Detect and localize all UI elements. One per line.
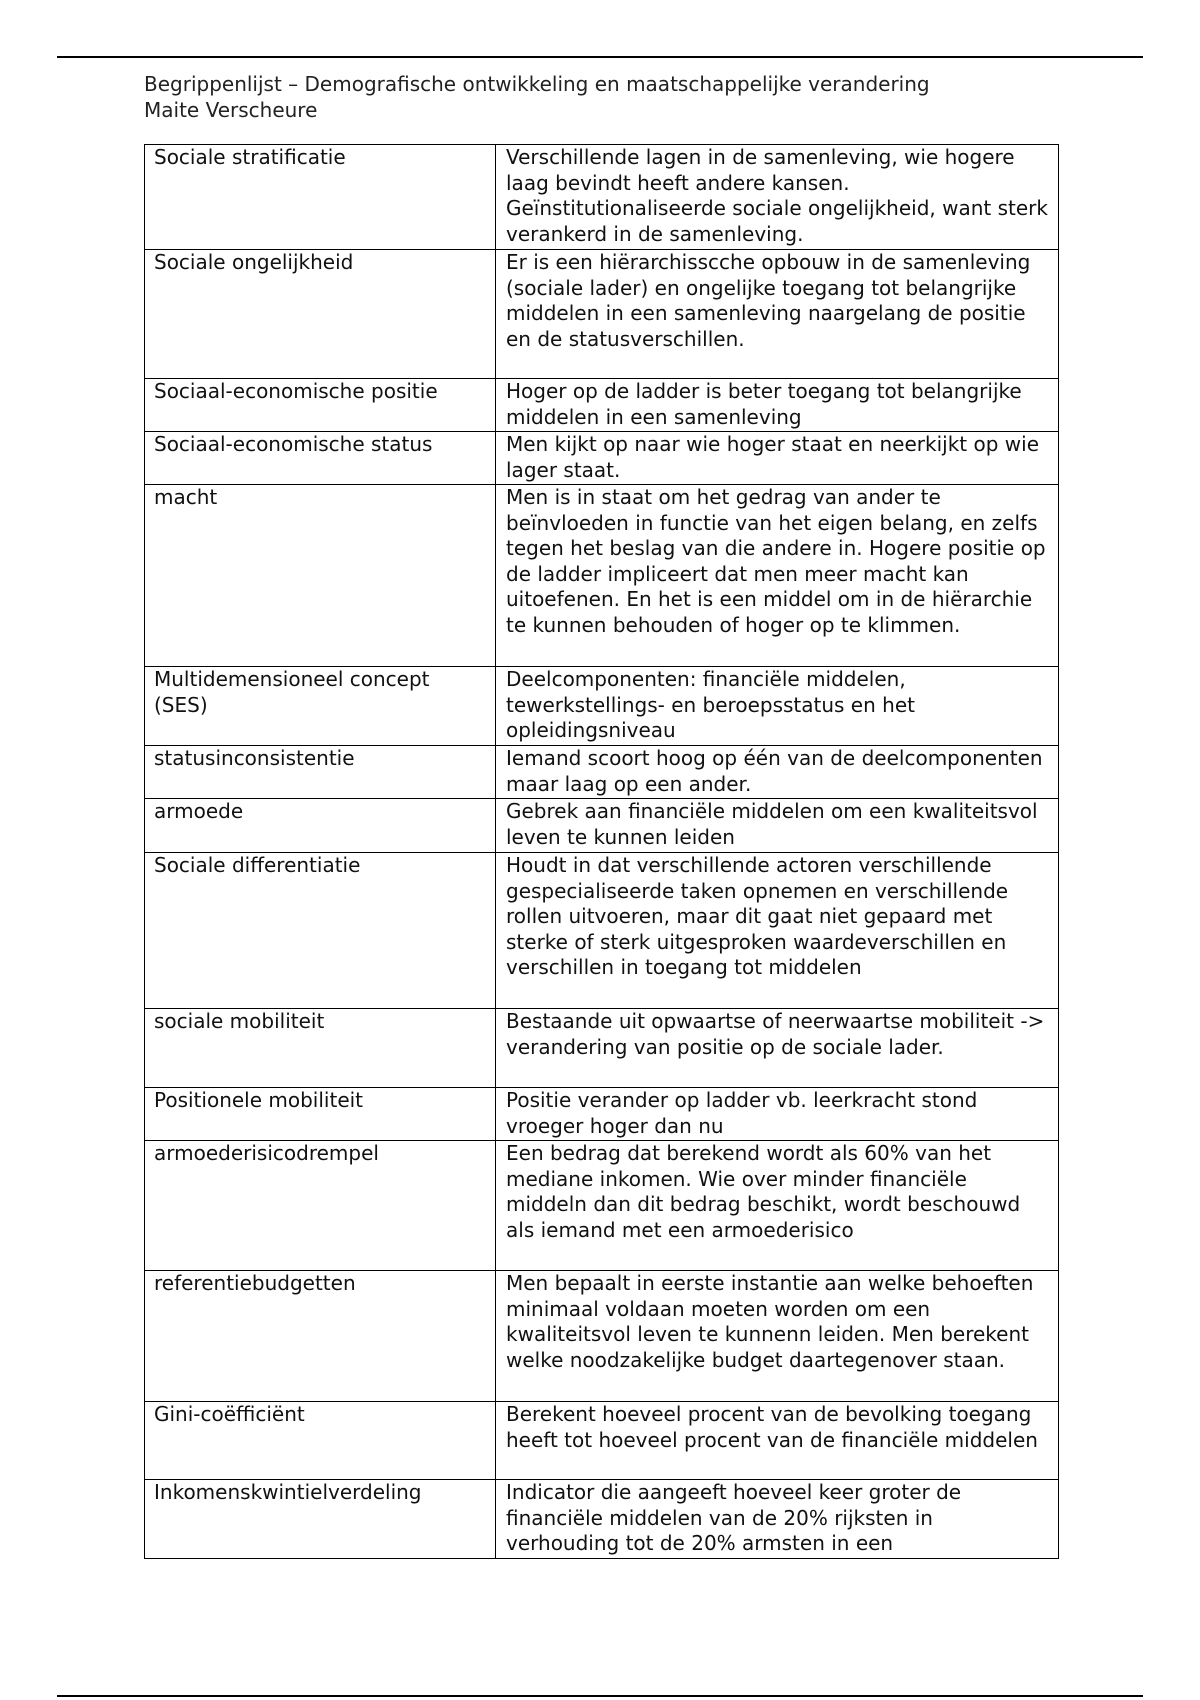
- document-author: Maite Verscheure: [144, 98, 318, 122]
- term-cell: armoede: [145, 799, 496, 853]
- table-row: [145, 250, 1059, 379]
- term-cell: Multidemensioneel concept (SES): [145, 667, 496, 746]
- table-row: [145, 1009, 1059, 1088]
- term-cell: Inkomenskwintielverdeling: [145, 1480, 496, 1559]
- table-row: [145, 485, 1059, 667]
- document-header: [144, 71, 1084, 123]
- definition-cell: Er is een hiërarchisscche opbouw in de samenleving (sociale lader) en ongelijke toegang tot belangrijke middelen in een samenleving naargelang de positie en de statusverschillen.: [496, 250, 1059, 379]
- definition-cell: Men kijkt op naar wie hoger staat en neerkijkt op wie lager staat.: [496, 432, 1059, 485]
- definition-cell: Iemand scoort hoog op één van de deelcomponenten maar laag op een ander.: [496, 746, 1059, 799]
- term-cell: referentiebudgetten: [145, 1271, 496, 1402]
- document-title: Begrippenlijst – Demografische ontwikkeling en maatschappelijke verandering: [144, 72, 930, 96]
- definition-cell: Men is in staat om het gedrag van ander te beïnvloeden in functie van het eigen belang, en zelfs tegen het beslag van die andere in. Hogere positie op de ladder impliceert dat men meer macht kan uitoefenen. En het is een middel om in de hiërarchie te kunnen behouden of hoger op te klimmen.: [496, 485, 1059, 667]
- term-cell: Gini-coëfficiënt: [145, 1402, 496, 1480]
- table-row: [145, 379, 1059, 432]
- table-row: [145, 1088, 1059, 1141]
- term-cell: Sociaal-economische positie: [145, 379, 496, 432]
- term-cell: sociale mobiliteit: [145, 1009, 496, 1088]
- table-row: [145, 1271, 1059, 1402]
- term-cell: Sociaal-economische status: [145, 432, 496, 485]
- definition-cell: Een bedrag dat berekend wordt als 60% van het mediane inkomen. Wie over minder financiële middeln dan dit bedrag beschikt, wordt beschouwd als iemand met een armoederisico: [496, 1141, 1059, 1271]
- definition-cell: Gebrek aan financiële middelen om een kwaliteitsvol leven te kunnen leiden: [496, 799, 1059, 853]
- term-cell: Sociale stratificatie: [145, 145, 496, 250]
- term-cell: macht: [145, 485, 496, 667]
- term-cell: armoederisicodrempel: [145, 1141, 496, 1271]
- definition-cell: Hoger op de ladder is beter toegang tot belangrijke middelen in een samenleving: [496, 379, 1059, 432]
- definition-cell: Verschillende lagen in de samenleving, wie hogere laag bevindt heeft andere kansen. Geïnstitutionaliseerde sociale ongelijkheid, want sterk verankerd in de samenleving.: [496, 145, 1059, 250]
- definition-cell: Deelcomponenten: financiële middelen, tewerkstellings- en beroepsstatus en het opleidingsniveau: [496, 667, 1059, 746]
- table-row: [145, 432, 1059, 485]
- table-row: [145, 1402, 1059, 1480]
- table-row: [145, 145, 1059, 250]
- table-row: [145, 1141, 1059, 1271]
- definition-cell: Indicator die aangeeft hoeveel keer groter de financiële middelen van de 20% rijksten in verhouding tot de 20% armsten in een: [496, 1480, 1059, 1559]
- term-cell: Sociale ongelijkheid: [145, 250, 496, 379]
- glossary-table: [144, 144, 1059, 1559]
- table-row: [145, 667, 1059, 746]
- definition-cell: Positie verander op ladder vb. leerkracht stond vroeger hoger dan nu: [496, 1088, 1059, 1141]
- term-cell: Positionele mobiliteit: [145, 1088, 496, 1141]
- table-row: [145, 746, 1059, 799]
- definition-cell: Men bepaalt in eerste instantie aan welke behoeften minimaal voldaan moeten worden om een kwaliteitsvol leven te kunnenn leiden. Men berekent welke noodzakelijke budget daartegenover staan.: [496, 1271, 1059, 1402]
- table-row: [145, 1480, 1059, 1559]
- definition-cell: Berekent hoeveel procent van de bevolking toegang heeft tot hoeveel procent van de financiële middelen: [496, 1402, 1059, 1480]
- definition-cell: Bestaande uit opwaartse of neerwaartse mobiliteit -> verandering van positie op de sociale lader.: [496, 1009, 1059, 1088]
- term-cell: Sociale differentiatie: [145, 853, 496, 1009]
- table-row: [145, 853, 1059, 1009]
- table-row: [145, 799, 1059, 853]
- term-cell: statusinconsistentie: [145, 746, 496, 799]
- definition-cell: Houdt in dat verschillende actoren verschillende gespecialiseerde taken opnemen en verschillende rollen uitvoeren, maar dit gaat niet gepaard met sterke of sterk uitgesproken waardeverschillen en verschillen in toegang tot middelen: [496, 853, 1059, 1009]
- page-top-rule: [57, 56, 1143, 58]
- page-bottom-rule: [57, 1695, 1143, 1697]
